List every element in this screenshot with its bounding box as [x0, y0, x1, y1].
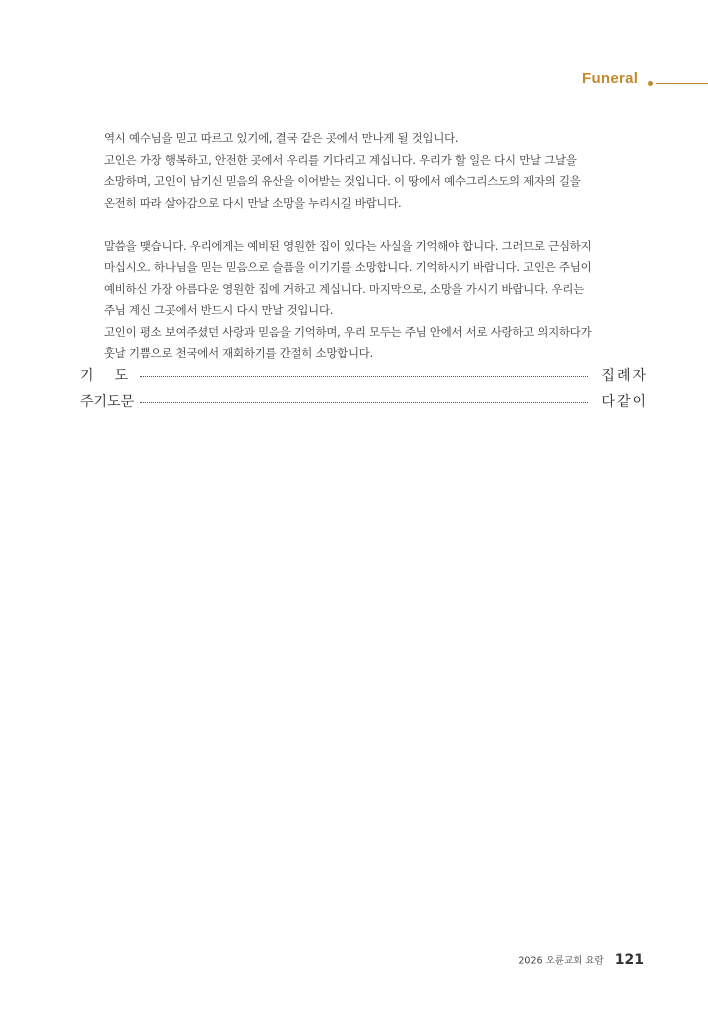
dotted-leader [140, 402, 588, 403]
order-item-title [80, 365, 128, 387]
text-line: 소망하며, 고인이 남기신 믿음의 유산을 이어받는 것입니다. 이 땅에서 예수그리스도의 제자의 길을 [104, 174, 581, 188]
order-item-title: 주기도문 [80, 394, 135, 410]
order-item-title-char: 기 [80, 368, 94, 384]
service-order-row [80, 391, 648, 417]
text-line: 온전히 따라 살아감으로 다시 만날 소망을 누리시길 바랍니다. [104, 195, 402, 210]
section-dot-ornament [648, 81, 653, 86]
section-header [560, 70, 708, 90]
text-line: 훗날 기쁨으로 천국에서 재회하기를 간절히 소망합니다. [104, 346, 374, 360]
page-number: 121 [614, 951, 644, 968]
text-line: 말씀을 맺습니다. 우리에게는 예비된 영원한 집이 있다는 사실을 기억해야 합니다. 그러므로 근심하지 [104, 238, 592, 253]
order-item-person: 집례자 [601, 368, 648, 384]
order-item-title-char: 도 [114, 368, 128, 384]
text-line: 고인은 가장 행복하고, 안전한 곳에서 우리를 기다리고 계십니다. 우리가 할 일은 다시 만날 그날을 [104, 152, 577, 167]
section-rule [656, 83, 708, 84]
text-line: 고인이 평소 보여주셨던 사랑과 믿음을 기억하며, 우리 모두는 주님 안에서 서로 사랑하고 의지하다가 [104, 324, 592, 339]
text-line: 예비하신 가장 아름다운 영원한 집에 거하고 계십니다. 마지막으로, 소망을 가시기 바랍니다. 우리는 [104, 281, 585, 296]
footer-book-title: 2026 오륜교회 요람 [518, 955, 604, 967]
sermon-text [104, 128, 634, 365]
service-order-list [80, 365, 648, 417]
text-line: 역시 예수님을 믿고 따르고 있기에, 결국 같은 곳에서 만나게 될 것입니다. [104, 131, 459, 145]
page-footer [518, 949, 644, 968]
text-line: 주님 계신 그곳에서 반드시 다시 만날 것입니다. [104, 303, 334, 317]
section-label: Funeral [582, 70, 639, 87]
paragraph [104, 236, 634, 365]
paragraph [104, 128, 634, 214]
paragraph-gap [104, 214, 634, 236]
order-item-person: 다같이 [601, 394, 648, 410]
service-order-row [80, 365, 648, 391]
text-line: 마십시오. 하나님을 믿는 믿음으로 슬픔을 이기기를 소망합니다. 기억하시기 바랍니다. 고인은 주님이 [104, 260, 592, 274]
dotted-leader [140, 376, 588, 377]
